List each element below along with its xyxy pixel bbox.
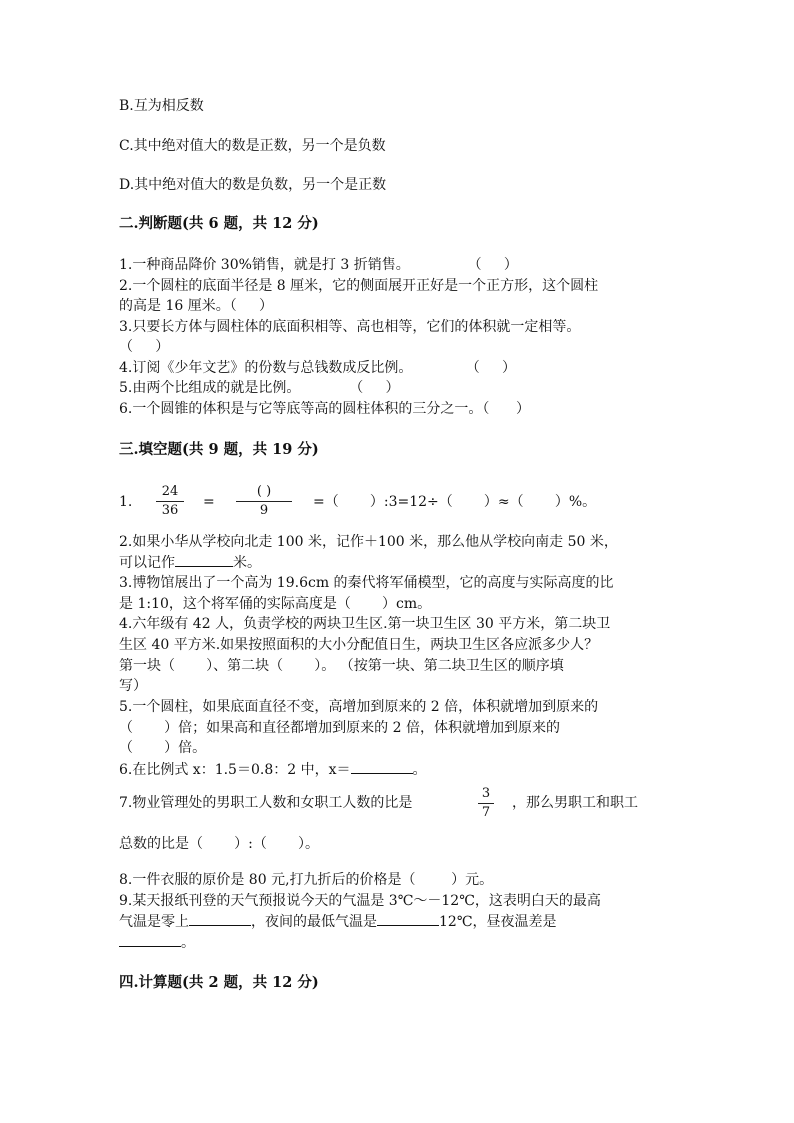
option-b: B.互为相反数 [119, 98, 204, 114]
answer-blank[interactable] [189, 911, 251, 926]
fill-q8: 8.一件衣服的原价是 80 元,打九折后的价格是（ ）元。 [119, 872, 494, 888]
fill-q5-line2: （ ）倍；如果高和直径都增加到原来的 2 倍，体积就增加到原来的 [119, 720, 560, 736]
judge-q1: 1.一种商品降价 30%销售，就是打 3 折销售。 （ ） [119, 257, 518, 273]
fill-q2-unit: 米。 [233, 555, 261, 571]
fraction-bar [478, 803, 494, 804]
fraction-numerator: 3 [481, 786, 491, 801]
fill-q9-line2 [119, 911, 556, 932]
fill-q9-text-a: 气温是零上 [119, 914, 189, 930]
fraction-denominator: 9 [259, 503, 269, 518]
option-c: C.其中绝对值大的数是正数，另一个是负数 [119, 138, 386, 154]
judge-q6: 6.一个圆锥的体积是与它等底等高的圆柱体积的三分之一。（ ） [119, 401, 531, 417]
fill-q5-line3: （ ）倍。 [119, 740, 207, 756]
fraction-denominator: 7 [481, 805, 491, 820]
fill-q4-line4: 写） [119, 678, 147, 694]
fraction-numerator: 24 [161, 484, 179, 499]
fraction-bar [236, 501, 292, 502]
answer-blank[interactable] [351, 759, 413, 774]
judge-q3-line1: 3.只要长方体与圆柱体的底面积相等、高也相等，它们的体积就一定相等。 [119, 319, 581, 335]
fill-q2-line2 [119, 552, 261, 573]
fill-q3-line2: 是 1:10，这个将军俑的实际高度是（ ）cm。 [119, 596, 432, 612]
fraction-24-36 [156, 484, 184, 519]
fill-q5-line1: 5.一个圆柱，如果底面直径不变，高增加到原来的 2 倍，体积就增加到原来的 [119, 699, 599, 715]
fill-q1-rest: =（ ）:3=12÷（ ）≈（ ）%。 [313, 494, 597, 510]
fill-q9-line3 [119, 932, 195, 953]
fraction-denominator: 36 [161, 503, 179, 518]
fraction-3-7 [478, 786, 494, 821]
fill-q1-label: 1. [119, 494, 133, 510]
fill-q9-text-c: 12℃，昼夜温差是 [439, 914, 557, 930]
fill-q4-line3: 第一块（ ）、第二块（ ）。 （按第一块、第二块卫生区的顺序填 [119, 658, 564, 674]
fill-q3-line1: 3.博物馆展出了一个高为 19.6cm 的秦代将军俑模型，它的高度与实际高度的比 [119, 575, 614, 591]
fill-q9-end: 。 [181, 935, 195, 951]
judge-q5: 5.由两个比组成的就是比例。 （ ） [119, 380, 400, 396]
fill-q9-text-b: ，夜间的最低气温是 [251, 914, 377, 930]
fill-q1-equals: = [203, 494, 215, 510]
answer-blank[interactable] [175, 552, 233, 567]
judge-q4: 4.订阅《少年文艺》的份数与总钱数成反比例。 （ ） [119, 360, 517, 376]
fill-q6-end: 。 [412, 762, 427, 778]
fraction-numerator: ( ) [256, 484, 272, 499]
section-3-title: 三.填空题(共 9 题，共 19 分) [119, 441, 319, 458]
fill-q7-text-end: ，那么男职工和职工 [512, 795, 638, 811]
fraction-bar [156, 501, 184, 502]
section-4-title: 四.计算题(共 2 题，共 12 分) [119, 974, 319, 991]
option-d: D.其中绝对值大的数是负数，另一个是正数 [119, 177, 387, 193]
answer-blank[interactable] [119, 932, 181, 947]
section-2-title: 二.判断题(共 6 题，共 12 分) [119, 215, 319, 232]
fill-q7-line2: 总数的比是（ ）:（ ）。 [119, 836, 320, 852]
fraction-blank-9 [236, 484, 292, 519]
fill-q4-line1: 4.六年级有 42 人，负责学校的两块卫生区.第一块卫生区 30 平方米，第二块卫 [119, 616, 611, 632]
fill-q6-text: 6.在比例式 x：1.5＝0.8：2 中，x＝ [119, 762, 351, 778]
fill-q2-line1: 2.如果小华从学校向北走 100 米，记作＋100 米，那么他从学校向南走 50 米， [119, 534, 618, 550]
fill-q9-line1: 9.某天报纸刊登的天气预报说今天的气温是 3℃～－12℃，这表明白天的最高 [119, 893, 601, 909]
fill-q4-line2: 生区 40 平方米.如果按照面积的大小分配值日生，两块卫生区各应派多少人？ [119, 637, 599, 653]
judge-q2-line1: 2.一个圆柱的底面半径是 8 厘米，它的侧面展开正好是一个正方形，这个圆柱 [119, 278, 599, 294]
judge-q3-line2: （ ） [119, 339, 170, 355]
fill-q7-text: 7.物业管理处的男职工人数和女职工人数的比是 [119, 795, 413, 811]
answer-blank[interactable] [377, 911, 439, 926]
fill-q2-text: 可以记作 [119, 555, 175, 571]
judge-q2-line2: 的高是 16 厘米。（ ） [119, 298, 273, 314]
fill-q6 [119, 759, 427, 780]
